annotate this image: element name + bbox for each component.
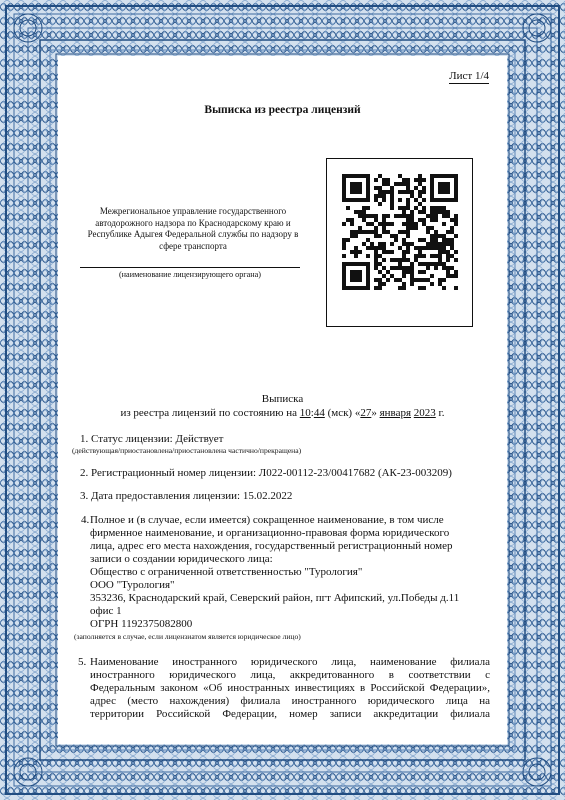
document-title: Выписка из реестра лицензий [204, 104, 361, 116]
text-line: иностранного юридического лица, аккредитованного в соответствии с [90, 669, 490, 681]
text-line: Федеральным законом «Об иностранных инвестициях в Российской Федерации», [90, 682, 490, 694]
text-line: территории Российской Федерации, номер записи аккредитации филиала [90, 708, 490, 720]
issuer-name: Межрегиональное управление государственного автодорожного надзора по Краснодарскому краю и Республике Адыгея Федеральной службы по надзору в сфере транспорта [87, 206, 299, 251]
company-short-name: ООО "Турология" [90, 579, 175, 591]
item-number: 5. [78, 656, 87, 668]
company-address: 353236, Краснодарский край, Северский район, пгт Афипский, ул.Победы д.11 [90, 592, 460, 604]
qr-code-box [326, 158, 473, 327]
company-ogrn: ОГРН 1192375082800 [90, 618, 193, 630]
foreign-entity-info [78, 656, 490, 721]
extract-tz: (мск) [327, 407, 353, 419]
text-line: фирменное наименование, и организационно-правовая форма юридического [90, 527, 450, 539]
extract-title: Выписка [261, 393, 304, 405]
item-number: 4. [81, 514, 90, 526]
extract-month: января [379, 407, 412, 419]
text-line: Полное и (в случае, если имеется) сокращенное наименование, в том числе [90, 514, 444, 526]
licensee-info [81, 514, 490, 631]
license-number: 2. Регистрационный номер лицензии: Л022-00112-23/00417682 (АК-23-003209) [80, 467, 452, 479]
text-line: адрес (место нахождения) филиала иностранного юридического лица на [90, 695, 490, 707]
extract-hour: 10 [299, 407, 311, 419]
extract-year: 2023 [413, 407, 436, 419]
text-line: записи о создании юридического лица: [90, 553, 273, 565]
license-status-caption: (действующая/приостановлена/приостановлена частично/прекращена) [72, 446, 302, 455]
issuer-caption: (наименование лицензирующего органа) [118, 270, 262, 279]
extract-date-line: из реестра лицензий по состоянию на 10:44 (мск) «27» января 2023 г. [120, 407, 445, 419]
company-address-office: офис 1 [90, 605, 122, 617]
issuer-underline [80, 267, 300, 268]
extract-day: 27 [360, 407, 372, 419]
document-page [58, 56, 507, 744]
extract-minute: 44 [313, 407, 325, 419]
text-line: Наименование иностранного юридического лица, наименование филиала [90, 656, 490, 668]
license-status: 1. Статус лицензии: Действует [80, 433, 224, 445]
license-date: 3. Дата предоставления лицензии: 15.02.2022 [80, 490, 293, 502]
extract-prefix: из реестра лицензий по состоянию на [120, 407, 298, 419]
extract-year-suffix: г. [438, 407, 445, 419]
sheet-number: Лист 1/4 [449, 70, 489, 82]
licensee-caption: (заполняется в случае, если лицензиатом является юридическое лицо) [74, 632, 301, 641]
company-full-name: Общество с ограниченной ответственностью "Турология" [90, 566, 363, 578]
text-line: лица, адрес его места нахождения, государственный регистрационный номер [90, 540, 453, 552]
qr-code [342, 174, 458, 290]
